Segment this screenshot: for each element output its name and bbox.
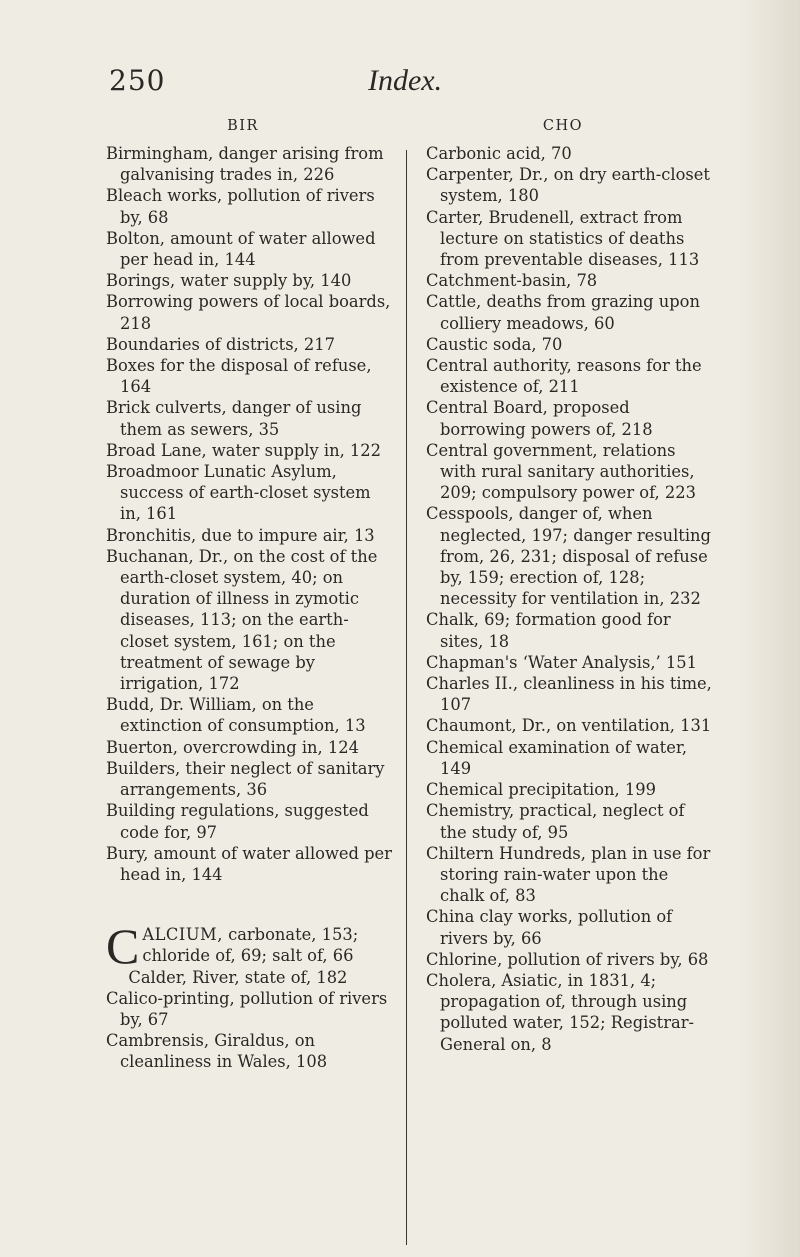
page-edge-shading <box>740 0 800 1257</box>
index-entry: Bleach works, pollution of rivers by, 68 <box>106 186 375 227</box>
index-entry: Budd, Dr. William, on the extinction of consumption, 13 <box>106 695 366 736</box>
index-entry: Chapman's ‘Water Analysis,’ 151 <box>426 652 697 672</box>
index-entry: Bolton, amount of water allowed per head in, 144 <box>106 228 376 270</box>
index-entry: Cholera, Asiatic, in 1831, 4; propagation of, through using polluted water, 152; Registrar-General on, 8 <box>426 970 694 1054</box>
index-entry: Carpenter, Dr., on dry earth-closet system, 180 <box>426 165 710 206</box>
index-entry: Boundaries of districts, 217 <box>106 334 335 354</box>
index-entry: Cattle, deaths from grazing upon colliery meadows, 60 <box>426 292 700 333</box>
index-entry: Carter, Brudenell, extract from lecture on statistics of deaths from preventable diseases, 113 <box>426 207 700 270</box>
index-entry: Buchanan, Dr., on the cost of the earth-closet system, 40; on duration of illness in zymotic diseases, 113; on the earth-closet system, 161; on the treatment of sewage by irrigation, 172 <box>106 546 378 694</box>
page-title: Index. <box>368 64 443 97</box>
index-entry: Borings, water supply by, 140 <box>106 271 352 291</box>
drop-cap-letter: C <box>106 918 140 975</box>
drop-cap-entry-text: carbonate, 153; chloride of, 69; salt of, 66 <box>142 925 359 966</box>
index-entry: Bury, amount of water allowed per head in, 144 <box>106 843 392 884</box>
index-entry: China clay works, pollution of rivers by, 66 <box>426 907 673 948</box>
index-entry: Central authority, reasons for the existence of, 211 <box>426 356 702 397</box>
right-column <box>426 118 712 1055</box>
index-entry: Cesspools, danger of, when neglected, 197; danger resulting from, 26, 231; disposal of refuse by, 159; erection of, 128; necessity for ventilation in, 232 <box>426 504 711 609</box>
index-entry: Builders, their neglect of sanitary arrangements, 36 <box>106 758 385 800</box>
index-entry: Central government, relations with rural sanitary authorities, 209; compulsory power of, 223 <box>426 440 696 503</box>
index-entry: Birmingham, danger arising from galvanising trades in, 226 <box>106 144 384 185</box>
left-column-heading: BIR <box>227 118 259 134</box>
index-entry: Cambrensis, Giraldus, on cleanliness in Wales, 108 <box>106 1031 328 1072</box>
index-entry: Bronchitis, due to impure air, 13 <box>106 525 375 545</box>
left-column <box>106 118 392 1073</box>
index-entry: Catchment-basin, 78 <box>426 271 598 291</box>
index-entry: Charles II., cleanliness in his time, 107 <box>426 674 712 715</box>
index-entry: Brick culverts, danger of using them as sewers, 35 <box>106 398 362 439</box>
index-entry: Chiltern Hundreds, plan in use for storing rain-water upon the chalk of, 83 <box>426 843 711 906</box>
index-entry: Chemical precipitation, 199 <box>426 780 656 800</box>
index-entry: Chemical examination of water, 149 <box>426 737 687 778</box>
index-entry: Central Board, proposed borrowing powers of, 218 <box>426 398 653 439</box>
index-entry: Chaumont, Dr., on ventilation, 131 <box>426 716 712 736</box>
index-entry: Carbonic acid, 70 <box>426 144 572 163</box>
column-divider <box>406 150 407 1245</box>
index-entry: Calder, River, state of, 182 <box>128 967 348 987</box>
drop-cap-word-rest: ALCIUM, <box>142 925 223 945</box>
index-entry: Building regulations, suggested code for, 97 <box>106 801 369 842</box>
drop-cap-entry <box>106 918 392 975</box>
index-entry: Boxes for the disposal of refuse, 164 <box>106 356 372 397</box>
index-entry: Broad Lane, water supply in, 122 <box>106 440 382 460</box>
section-c-start <box>106 918 392 975</box>
index-entry: Borrowing powers of local boards, 218 <box>106 292 391 333</box>
index-entry: Broadmoor Lunatic Asylum, success of earth-closet system in, 161 <box>106 462 371 524</box>
page-number: 250 <box>109 64 166 97</box>
index-entry: Chlorine, pollution of rivers by, 68 <box>426 949 709 969</box>
index-entry: Calico-printing, pollution of rivers by, 67 <box>106 988 388 1029</box>
right-column-heading: CHO <box>542 118 584 134</box>
index-entry: Buerton, overcrowding in, 124 <box>106 737 359 757</box>
index-entry: Chemistry, practical, neglect of the study of, 95 <box>426 801 685 842</box>
index-entry: Caustic soda, 70 <box>426 334 563 354</box>
index-entry: Chalk, 69; formation good for sites, 18 <box>426 610 671 651</box>
